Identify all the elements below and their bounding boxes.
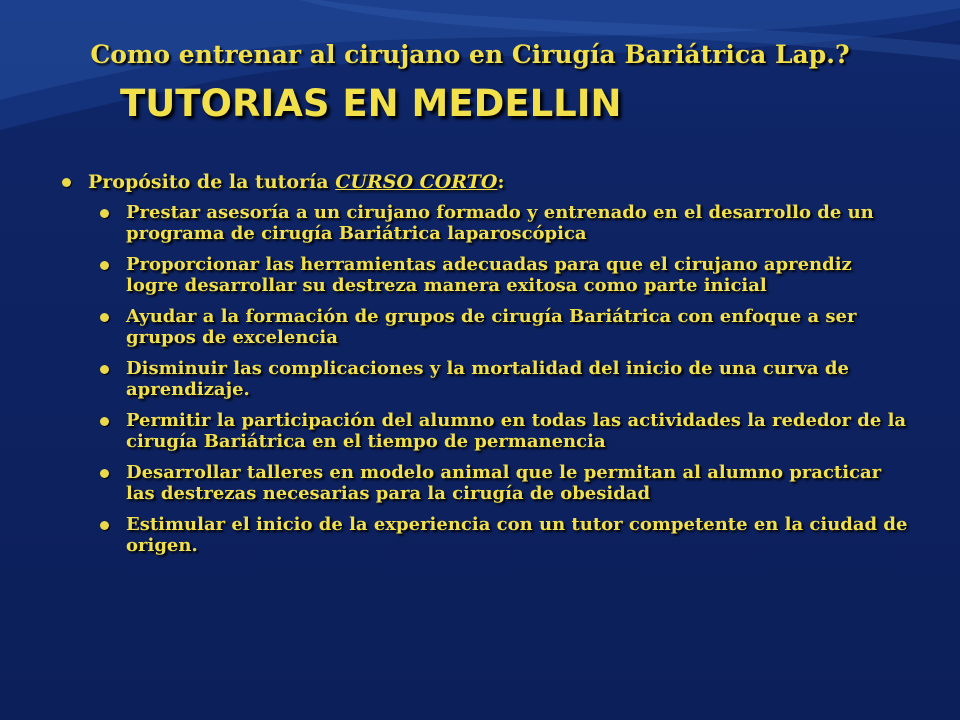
bullet-icon: [100, 261, 109, 270]
list-item-text: Disminuir las complicaciones y la mortalidad del inicio de una curva de aprendizaje.: [126, 358, 849, 400]
list-item-text: Permitir la participación del alumno en todas las actividades la rededor de la cirugía Bariátrica en el tiempo de permanencia: [126, 410, 907, 452]
bullet-icon: [100, 313, 109, 322]
list-item-text: Prestar asesoría a un cirujano formado y entrenado en el desarrollo de un programa de cirugía Bariátrica laparoscópica: [126, 202, 874, 244]
section-suffix: :: [497, 171, 505, 193]
slide-title: Como entrenar al cirujano en Cirugía Bariátrica Lap.?: [90, 40, 850, 69]
list-item: [98, 202, 910, 244]
list-item-text: Proporcionar las herramientas adecuadas para que el cirujano aprendiz logre desarrollar su destreza manera exitosa como parte inicial: [126, 254, 852, 296]
list-item: [98, 358, 910, 400]
list-item: [98, 514, 910, 556]
list-item: [98, 462, 910, 504]
bullet-icon: [62, 178, 71, 187]
bullet-icon: [100, 209, 109, 218]
list-item: [98, 410, 910, 452]
slide-subtitle: TUTORIAS EN MEDELLIN: [120, 82, 622, 125]
section-label: Propósito de la tutoría: [88, 171, 329, 193]
section-heading: [60, 170, 910, 194]
list-item-text: Estimular el inicio de la experiencia con un tutor competente en la ciudad de origen.: [126, 514, 908, 556]
bullet-icon: [100, 365, 109, 374]
bullet-icon: [100, 521, 109, 530]
list-item: [98, 254, 910, 296]
purpose-list: [60, 202, 910, 556]
bullet-icon: [100, 469, 109, 478]
list-item-text: Ayudar a la formación de grupos de cirugía Bariátrica con enfoque a ser grupos de excelencia: [126, 306, 857, 348]
slide-content: [60, 170, 910, 566]
list-item-text: Desarrollar talleres en modelo animal que le permitan al alumno practicar las destrezas necesarias para la cirugía de obesidad: [126, 462, 882, 504]
bullet-icon: [100, 417, 109, 426]
list-item: [98, 306, 910, 348]
section-course: CURSO CORTO: [335, 171, 498, 193]
